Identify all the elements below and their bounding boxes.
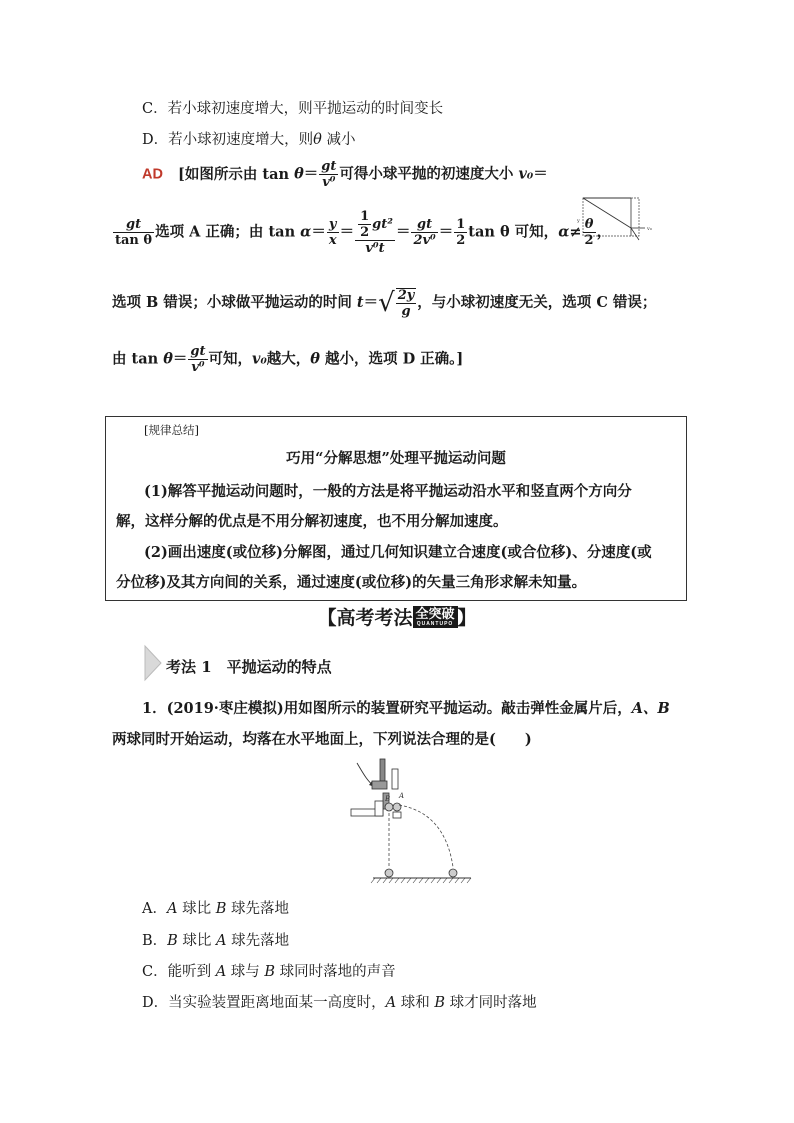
summary-title: 巧用“分解思想”处理平抛运动问题 bbox=[286, 450, 506, 467]
theta-symbol: θ bbox=[294, 165, 304, 183]
answer-text-1a: [如图所示由 tan bbox=[178, 165, 295, 183]
question-line-1 bbox=[142, 697, 670, 718]
answer-text-1b: 可得小球平抛的初速度大小 bbox=[339, 165, 519, 183]
eq-sign: ＝ bbox=[533, 165, 548, 183]
answer-line-1 bbox=[142, 160, 548, 189]
fraction-one-half: $\frac{1}{2}$ bbox=[456, 217, 466, 248]
method-heading: 考法 1 平抛运动的特点 bbox=[166, 658, 332, 676]
comma: ， bbox=[596, 223, 612, 241]
fraction-gt-over-v0: $\frac{gt}{\text{v⁰}}$ bbox=[190, 344, 206, 375]
chevron-right-icon bbox=[143, 644, 165, 682]
section-badge: 全突破 QUANTUPO bbox=[413, 606, 458, 628]
neq-sign: ≠ bbox=[569, 223, 582, 241]
theta-symbol: θ bbox=[310, 350, 320, 368]
fraction-gt-over-tan: $\frac{gt}{\text{tan θ}}$ bbox=[115, 217, 153, 248]
v0-symbol: v₀ bbox=[252, 350, 267, 368]
choice-d[interactable]: D．当实验装置距离地面某一高度时，A 球和 B 球才同时落地 bbox=[142, 995, 537, 1011]
question-text-1: 1．(2019·枣庄模拟)用如图所示的装置研究平抛运动。敲击弹性金属片后， bbox=[142, 700, 632, 717]
alpha-symbol: α bbox=[558, 223, 570, 241]
theta-symbol: θ bbox=[163, 350, 173, 368]
bracket-left: 【 bbox=[317, 608, 337, 629]
eq-sign: ＝ bbox=[311, 223, 326, 241]
alpha-symbol: α bbox=[300, 223, 312, 241]
answer-text-4d: 越小，选项 D 正确。] bbox=[319, 350, 464, 368]
option-d bbox=[142, 128, 355, 149]
eq-sign: ＝ bbox=[363, 294, 379, 311]
fraction-half-gt2-over-v0t: $\frac{1}{2}$ gt² v⁰t bbox=[355, 210, 395, 255]
answer-text-4c: 越大， bbox=[266, 350, 311, 368]
answer-line-2 bbox=[112, 210, 611, 255]
eq-sign: ＝ bbox=[395, 223, 411, 241]
option-d-prefix: D．若小球初速度增大，则 bbox=[142, 132, 314, 148]
answer-text-4b: 可知， bbox=[208, 350, 253, 368]
eq-sign: ＝ bbox=[303, 165, 319, 183]
option-d-suffix: 减小 bbox=[321, 132, 356, 148]
fraction-y-over-x: $\frac{y}{x}$ bbox=[328, 217, 337, 248]
option-c: C．若小球初速度增大，则平抛运动的时间变长 bbox=[142, 101, 444, 117]
fraction-theta-over-2: $\frac{\theta}{2}$ bbox=[584, 217, 594, 248]
answer-text-3a: 选项 B 错误；小球做平抛运动的时间 bbox=[112, 294, 357, 311]
answer-line-4 bbox=[112, 345, 463, 374]
theta-symbol: θ bbox=[313, 132, 322, 148]
question-line-2: 两球同时开始运动，均落在水平地面上，下列说法合理的是( ) bbox=[112, 731, 532, 748]
answer-text-2b: tan θ 可知， bbox=[468, 223, 559, 241]
eq-sign: ＝ bbox=[339, 223, 355, 241]
answer-text-2a: 选项 A 正确；由 tan bbox=[155, 223, 301, 241]
summary-p2-line1: (2)画出速度(或位移)分解图，通过几何知识建立合速度(或合位移)、分速度(或 bbox=[144, 544, 652, 561]
summary-tag: [规律总结] bbox=[144, 423, 199, 437]
eq-sign: ＝ bbox=[172, 350, 188, 368]
rule-summary-box bbox=[105, 416, 687, 601]
summary-p2-line2: 分位移)及其方向间的关系，通过速度(或位移)的矢量三角形求解未知量。 bbox=[116, 574, 587, 591]
ball-b-label: B bbox=[385, 795, 391, 803]
svg-text:y: y bbox=[577, 218, 580, 224]
answer-line-3 bbox=[112, 288, 656, 318]
answer-label: AD bbox=[142, 166, 163, 183]
choice-c[interactable]: C．能听到 A 球与 B 球同时落地的声音 bbox=[142, 964, 396, 980]
summary-p1-line2: 解，这样分解的优点是不用分解初速度，也不用分解加速度。 bbox=[116, 513, 508, 530]
ball-a-label: A bbox=[399, 792, 405, 800]
answer-text-4a: 由 tan bbox=[112, 350, 164, 368]
choice-b[interactable]: B．B 球比 A 球先落地 bbox=[142, 933, 290, 949]
choice-a[interactable]: A．A 球比 B 球先落地 bbox=[142, 901, 289, 917]
answer-text-3b: ，与小球初速度无关，选项 C 错误； bbox=[417, 294, 657, 311]
fraction-gt-over-v0: $\frac{gt}{\text{v⁰}}$ bbox=[321, 159, 337, 190]
t-symbol: t bbox=[356, 294, 364, 311]
fraction-gt-over-2v0: $\frac{gt}{\text{2v⁰}}$ bbox=[413, 217, 436, 248]
bracket-right: 】 bbox=[457, 608, 477, 629]
v0-symbol: v₀ bbox=[518, 165, 534, 183]
section-title-text: 高考考法 bbox=[336, 608, 413, 629]
svg-text:v₀: v₀ bbox=[647, 226, 652, 232]
ab-label: A、B bbox=[631, 700, 670, 717]
summary-p1-line1: (1)解答平抛运动问题时，一般的方法是将平抛运动沿水平和竖直两个方向分 bbox=[144, 483, 632, 500]
projectile-apparatus-figure bbox=[345, 755, 475, 887]
section-title bbox=[0, 603, 794, 630]
eq-sign: ＝ bbox=[438, 223, 454, 241]
sqrt-expression: √ $\frac{2y}{g}$ bbox=[378, 288, 415, 319]
